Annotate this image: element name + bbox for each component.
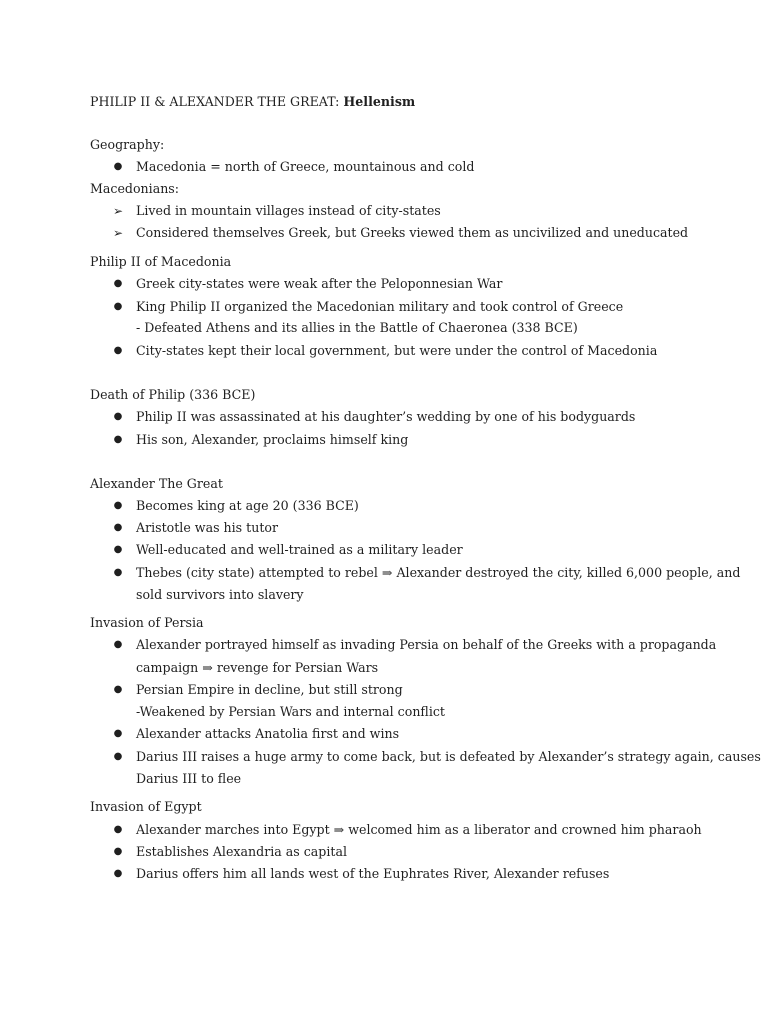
bullet-dot: ● xyxy=(113,846,123,857)
alexander-item: Thebes (city state) attempted to rebel ⇒ Alexander destroyed the city, killed 6,000 people, and xyxy=(136,565,741,580)
alexander-item: Aristotle was his tutor xyxy=(136,520,278,535)
bullet-dot: ● xyxy=(113,500,123,511)
philip-subnote: - Defeated Athens and its allies in the Battle of Chaeronea (338 BCE) xyxy=(136,320,578,335)
bullet-dot: ● xyxy=(113,684,123,695)
bullet-dot: ● xyxy=(113,434,123,445)
persia-item: Persian Empire in decline, but still strong xyxy=(136,682,403,697)
macedonians-item: Lived in mountain villages instead of city-states xyxy=(136,203,441,218)
geography-item: Macedonia = north of Greece, mountainous and cold xyxy=(136,159,475,174)
bullet-arrow: ➢ xyxy=(112,226,124,240)
philip-item: Greek city-states were weak after the Peloponnesian War xyxy=(136,276,503,291)
bullet-dot: ● xyxy=(113,639,123,650)
bullet-dot: ● xyxy=(113,824,123,835)
title-prefix: PHILIP II & ALEXANDER THE GREAT: xyxy=(90,94,344,109)
philip-item: City-states kept their local government, but were under the control of Macedonia xyxy=(136,343,658,358)
philip-item: King Philip II organized the Macedonian military and took control of Greece xyxy=(136,299,624,314)
section-heading-death: Death of Philip (336 BCE) xyxy=(90,387,256,402)
bullet-dot: ● xyxy=(113,278,123,289)
section-heading-egypt: Invasion of Egypt xyxy=(90,799,202,814)
title-emphasis: Hellenism xyxy=(343,94,416,109)
alexander-item: Becomes king at age 20 (336 BCE) xyxy=(136,498,359,513)
section-heading-alexander: Alexander The Great xyxy=(90,476,223,491)
persia-item: Alexander attacks Anatolia first and wins xyxy=(136,726,400,741)
persia-item: Darius III raises a huge army to come back, but is defeated by Alexander’s strategy again, causes xyxy=(136,749,761,764)
persia-item-continuation: campaign ⇒ revenge for Persian Wars xyxy=(136,660,379,675)
death-item: His son, Alexander, proclaims himself king xyxy=(136,432,409,447)
bullet-dot: ● xyxy=(113,751,123,762)
section-heading-philip: Philip II of Macedonia xyxy=(90,254,232,269)
section-heading-persia: Invasion of Persia xyxy=(90,615,204,630)
page-title xyxy=(90,94,415,110)
bullet-dot: ● xyxy=(113,411,123,422)
bullet-dot: ● xyxy=(113,161,123,172)
egypt-item: Establishes Alexandria as capital xyxy=(136,844,347,859)
bullet-dot: ● xyxy=(113,301,123,312)
section-heading-macedonians: Macedonians: xyxy=(90,181,180,196)
bullet-dot: ● xyxy=(113,868,123,879)
death-item: Philip II was assassinated at his daughter’s wedding by one of his bodyguards xyxy=(136,409,636,424)
alexander-item: Well-educated and well-trained as a military leader xyxy=(136,542,463,557)
section-heading-geography: Geography: xyxy=(90,137,165,152)
bullet-dot: ● xyxy=(113,544,123,555)
bullet-dot: ● xyxy=(113,567,123,578)
bullet-arrow: ➢ xyxy=(112,204,124,218)
persia-subnote: -Weakened by Persian Wars and internal conflict xyxy=(136,704,445,719)
bullet-dot: ● xyxy=(113,728,123,739)
egypt-item: Darius offers him all lands west of the Euphrates River, Alexander refuses xyxy=(136,866,610,881)
persia-item: Alexander portrayed himself as invading Persia on behalf of the Greeks with a propaganda xyxy=(136,637,717,652)
macedonians-item: Considered themselves Greek, but Greeks viewed them as uncivilized and uneducated xyxy=(136,225,689,240)
bullet-dot: ● xyxy=(113,345,123,356)
egypt-item: Alexander marches into Egypt ⇒ welcomed him as a liberator and crowned him pharaoh xyxy=(136,822,702,837)
bullet-dot: ● xyxy=(113,522,123,533)
alexander-item-continuation: sold survivors into slavery xyxy=(136,587,304,602)
persia-item-continuation: Darius III to flee xyxy=(136,771,242,786)
